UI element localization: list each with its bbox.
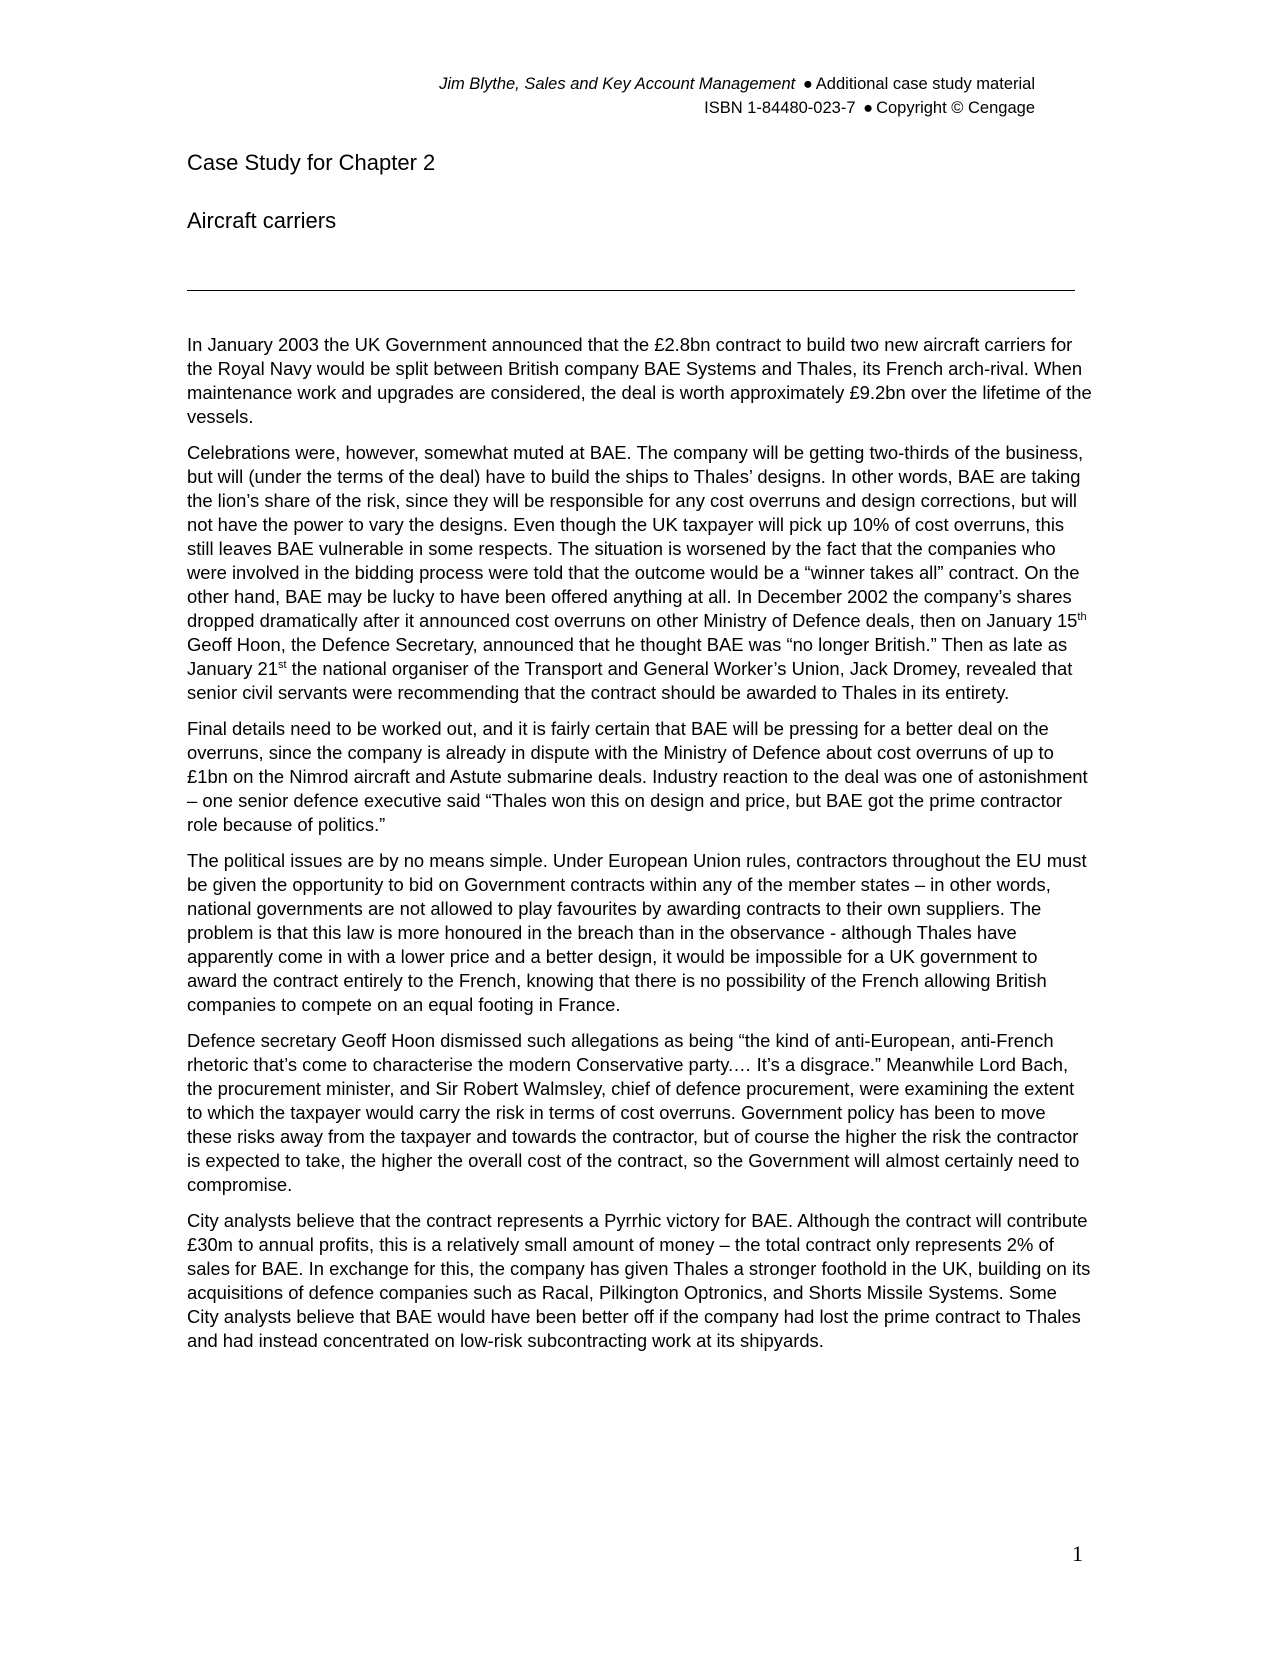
running-header <box>439 72 1035 120</box>
header-line-2 <box>439 96 1035 120</box>
paragraph-2-part-a: Celebrations were, however, somewhat muted at BAE. The company will be getting two-thirds of the business, but will (under the terms of the deal) have to build the ships to Thales’ designs. In other words, BAE are taking the lion’s share of the risk, since they will be responsible for any cost overruns and design corrections, but will not have the power to vary the designs. Even though the UK taxpayer will pick up 10% of cost overruns, this still leaves BAE vulnerable in some respects. The situation is worsened by the fact that the companies who were involved in the bidding process were told that the outcome would be a “winner takes all” contract. On the other hand, BAE may be lucky to have been offered anything at all. In December 2002 the company’s shares dropped dramatically after it announced cost overruns on other Ministry of Defence deals, then on January 15 <box>187 442 1084 631</box>
header-book-title: Jim Blythe, Sales and Key Account Management <box>439 75 796 93</box>
bullet-icon: ● <box>802 75 813 93</box>
paragraph-1: In January 2003 the UK Government announced that the £2.8bn contract to build two new aircraft carriers for the Royal Navy would be split between British company BAE Systems and Thales, its French arch-rival. When maintenance work and upgrades are considered, the deal is worth approximately £9.2bn over the lifetime of the vessels. <box>187 334 1092 427</box>
case-study-body <box>187 333 1092 1365</box>
header-line-1 <box>439 72 1035 96</box>
ordinal-suffix: th <box>1077 611 1087 623</box>
horizontal-divider <box>187 290 1075 291</box>
paragraph-2-part-c: the national organiser of the Transport and General Worker’s Union, Jack Dromey, revealed that senior civil servants were recommending that the contract should be awarded to Thales in its entirety. <box>187 658 1073 703</box>
page-number: 1 <box>1072 1541 1083 1566</box>
paragraph-4: The political issues are by no means simple. Under European Union rules, contractors throughout the EU must be given the opportunity to bid on Government contracts within any of the member states – in other words, national governments are not allowed to play favourites by awarding contracts to their own suppliers. The problem is that this law is more honoured in the breach than in the observance - although Thales have apparently come in with a lower price and a better design, it would be impossible for a UK government to award the contract entirely to the French, knowing that there is no possibility of the French allowing British companies to compete on an equal footing in France. <box>187 850 1087 1015</box>
header-isbn: ISBN 1-84480-023-7 <box>704 99 856 117</box>
paragraph-2-part-b: Geoff Hoon, the Defence Secretary, announced that he thought BAE was “no longer British.” Then as late as January 21 <box>187 634 1068 679</box>
paragraph-2 <box>187 441 1092 705</box>
chapter-title: Case Study for Chapter 2 <box>187 150 436 175</box>
section-title: Aircraft carriers <box>187 208 337 233</box>
ordinal-suffix: st <box>278 659 287 671</box>
paragraph-6: City analysts believe that the contract represents a Pyrrhic victory for BAE. Although the contract will contribute £30m to annual profits, this is a relatively small amount of money – the total contract only represents 2% of sales for BAE. In exchange for this, the company has given Thales a stronger foothold in the UK, building on its acquisitions of defence companies such as Racal, Pilkington Optronics, and Shorts Missile Systems. Some City analysts believe that BAE would have been better off if the company had lost the prime contract to Thales and had instead concentrated on low-risk subcontracting work at its shipyards. <box>187 1210 1091 1351</box>
header-material-label: Additional case study material <box>815 75 1035 93</box>
paragraph-3: Final details need to be worked out, and it is fairly certain that BAE will be pressing for a better deal on the overruns, since the company is already in dispute with the Ministry of Defence about cost overruns of up to £1bn on the Nimrod aircraft and Astute submarine deals. Industry reaction to the deal was one of astonishment – one senior defence executive said “Thales won this on design and price, but BAE got the prime contractor role because of politics.” <box>187 718 1088 835</box>
paragraph-5: Defence secretary Geoff Hoon dismissed such allegations as being “the kind of anti-European, anti-French rhetoric that’s come to characterise the modern Conservative party.… It’s a disgrace.” Meanwhile Lord Bach, the procurement minister, and Sir Robert Walmsley, chief of defence procurement, were examining the extent to which the taxpayer would carry the risk in terms of cost overruns. Government policy has been to move these risks away from the taxpayer and towards the contractor, but of course the higher the risk the contractor is expected to take, the higher the overall cost of the contract, so the Government will almost certainly need to compromise. <box>187 1030 1080 1195</box>
bullet-icon: ● <box>863 99 874 117</box>
header-copyright: Copyright © Cengage <box>876 99 1035 117</box>
